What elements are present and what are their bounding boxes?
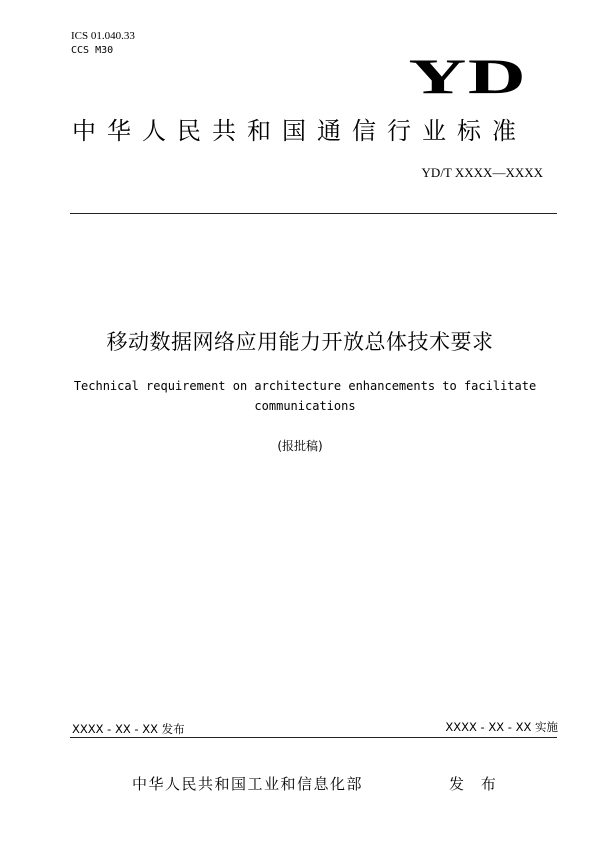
ccs-code: CCS M30 bbox=[71, 45, 114, 56]
chinese-title: 移动数据网络应用能力开放总体技术要求 bbox=[106, 330, 494, 354]
issue-label: 发 布 bbox=[449, 775, 502, 793]
publish-date: XXXX - XX - XX 发布 bbox=[72, 722, 185, 736]
top-divider bbox=[70, 213, 557, 214]
ics-code: ICS 01.040.33 bbox=[71, 30, 135, 42]
bottom-divider bbox=[70, 737, 557, 738]
draft-status: (报批稿) bbox=[277, 439, 323, 453]
implement-date: XXXX - XX - XX 实施 bbox=[445, 720, 558, 734]
standard-number: YD/T XXXX—XXXX bbox=[421, 165, 543, 180]
yd-logo: YD bbox=[408, 48, 527, 104]
english-title: Technical requirement on architecture enhancements to facilitate communications bbox=[73, 379, 537, 413]
issuing-authority: 中华人民共和国工业和信息化部 bbox=[132, 775, 364, 793]
organization-title: 中华人民共和国通信行业标准 bbox=[72, 117, 527, 145]
